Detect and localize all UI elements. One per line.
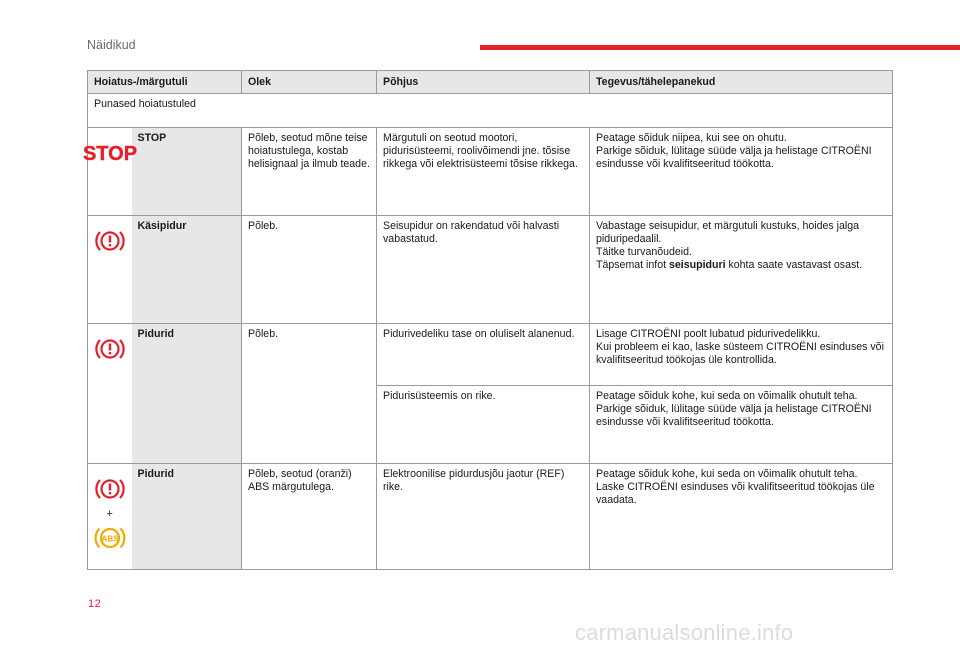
column-header-action: Tegevus/tähelepanekud <box>590 71 893 94</box>
stop-icon-text: STOP <box>82 143 137 165</box>
cause-cell: Pidurivedeliku tase on oluliselt alanenud. <box>377 324 590 386</box>
action-line: Parkige sõiduk, lülitage süüde välja ja helistage CITROËNI esindusse või kvalifitseeritud töökotta. <box>596 144 872 170</box>
column-header-state: Olek <box>242 71 377 94</box>
table-row <box>88 128 893 216</box>
light-name: Käsipidur <box>132 216 242 324</box>
action-line: Peatage sõiduk kohe, kui seda on võimalik ohutult teha. <box>596 468 858 480</box>
abs-icon-text: ABS <box>101 534 119 544</box>
action-line: Laske CITROËNI esinduses või kvalifitseeritud töökojas üle vaadata. <box>596 480 875 506</box>
icon-cell <box>82 128 137 216</box>
action-cell <box>590 464 893 570</box>
brake-warning-icon <box>94 336 126 366</box>
cause-cell: Elektroonilise pidurdusjõu jaotur (REF) rike. <box>377 464 590 570</box>
brake-warning-icon <box>94 228 126 258</box>
stop-icon <box>82 140 137 168</box>
icon-cell <box>88 324 132 464</box>
action-line: Peatage sõiduk niipea, kui see on ohutu. <box>596 132 787 144</box>
state-cell: Põleb. <box>242 216 377 324</box>
abs-icon <box>93 524 127 556</box>
light-name: STOP <box>132 128 242 216</box>
section-title: Näidikud <box>87 38 136 52</box>
table-row <box>88 216 893 324</box>
column-header-cause: Põhjus <box>377 71 590 94</box>
header-accent-bar <box>480 45 960 50</box>
table-row <box>88 324 893 386</box>
cause-cell: Märgutuli on seotud mootori, pidurisüsteemi, roolivõimendi jne. tõsise rikkega või elektrisüsteemi tõsise rikkega. <box>377 128 590 216</box>
brake-warning-icon <box>94 476 126 506</box>
action-cell <box>590 128 893 216</box>
cross-reference: seisupiduri <box>669 258 726 271</box>
action-line: Lisage CITROËNI poolt lubatud pidurivedelikku. <box>596 328 821 340</box>
action-cell <box>590 216 893 324</box>
section-label: Punased hoiatustuled <box>88 94 893 128</box>
cause-cell: Pidurisüsteemis on rike. <box>377 386 590 464</box>
cause-cell: Seisupidur on rakendatud või halvasti vabastatud. <box>377 216 590 324</box>
action-line: Vabastage seisupidur, et märgutuli kustuks, hoides jalga piduripedaalil. <box>596 220 860 245</box>
light-name: Pidurid <box>132 324 242 464</box>
state-cell: Põleb, seotud mõne teise hoiatustulega, kostab helisignaal ja ilmub teade. <box>242 128 377 216</box>
watermark: carmanualsonline.info <box>575 620 794 645</box>
icon-cell <box>88 216 132 324</box>
table-row <box>88 464 893 570</box>
state-cell: Põleb. <box>242 324 377 464</box>
plus-sign: + <box>106 507 113 520</box>
action-cell <box>590 386 893 464</box>
column-header-warning-light: Hoiatus-/märgutuli <box>88 71 242 94</box>
action-line: Peatage sõiduk kohe, kui seda on võimalik ohutult teha. <box>596 390 858 402</box>
warning-lights-table <box>82 70 893 570</box>
action-cell <box>590 324 893 386</box>
light-name: Pidurid <box>132 464 242 570</box>
action-line: Kui probleem ei kao, laske süsteem CITROËNI esinduses või kvalifitseeritud töökojas üle kontrollida. <box>596 340 884 366</box>
action-line: Täitke turvanõudeid. <box>596 245 692 258</box>
action-line: Täpsemat infot seisupiduri kohta saate vastavast osast. <box>596 258 863 271</box>
icon-cell <box>88 464 132 570</box>
page-number: 12 <box>88 598 102 610</box>
state-cell: Põleb, seotud (oranži) ABS märgutulega. <box>242 464 377 570</box>
action-line: Parkige sõiduk, lülitage süüde välja ja helistage CITROËNI esindusse või kvalifitseeritud töökotta. <box>596 402 872 428</box>
